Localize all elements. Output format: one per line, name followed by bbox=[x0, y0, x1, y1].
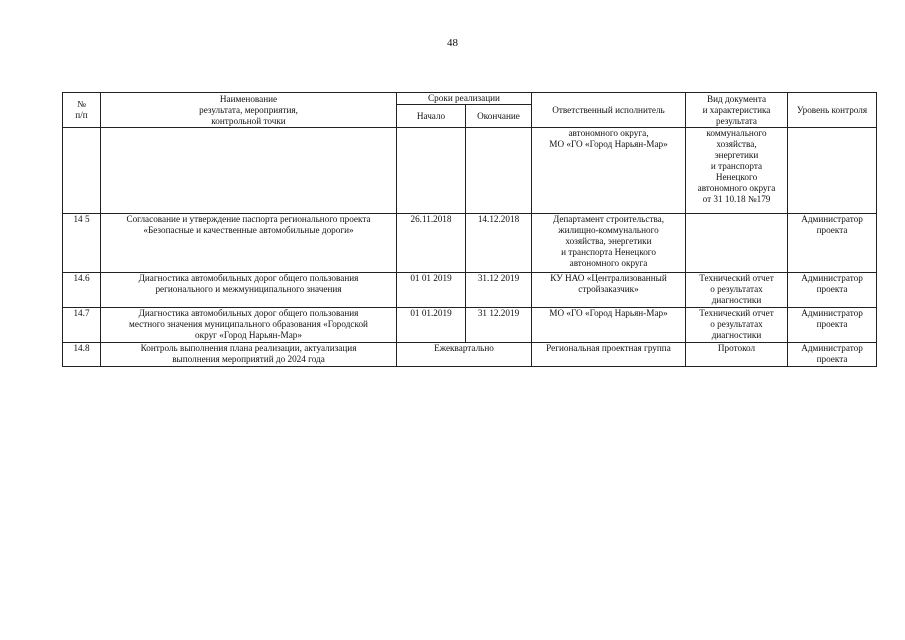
header-control: Уровень контроля bbox=[788, 93, 877, 128]
cell-executor: Департамент строительства, жилищно-коммунального хозяйства, энергетики и транспорта Ненецкого автономного округа bbox=[532, 214, 686, 273]
cell-control: Администратор проекта bbox=[788, 343, 877, 367]
cell-num bbox=[63, 128, 101, 214]
table-row bbox=[63, 273, 877, 308]
cell-num: 14 5 bbox=[63, 214, 101, 273]
cell-start: 01 01.2019 bbox=[397, 308, 466, 343]
header-name: Наименование результата, мероприятия, контрольной точки bbox=[101, 93, 397, 128]
cell-executor: КУ НАО «Централизованный стройзаказчик» bbox=[532, 273, 686, 308]
cell-start: 01 01 2019 bbox=[397, 273, 466, 308]
cell-doc bbox=[686, 214, 788, 273]
cell-num: 14.8 bbox=[63, 343, 101, 367]
header-doc: Вид документа и характеристика результата bbox=[686, 93, 788, 128]
cell-doc: Технический отчет о результатах диагностики bbox=[686, 273, 788, 308]
cell-num: 14.6 bbox=[63, 273, 101, 308]
header-executor: Ответственный исполнитель bbox=[532, 93, 686, 128]
page-number: 48 bbox=[447, 37, 458, 49]
header-terms: Сроки реализации bbox=[397, 93, 532, 105]
table-header-row bbox=[63, 93, 877, 105]
table-row bbox=[63, 343, 877, 367]
table-row bbox=[63, 128, 877, 214]
cell-name: Диагностика автомобильных дорог общего пользования регионального и межмуниципального значения bbox=[101, 273, 397, 308]
implementation-plan-table bbox=[62, 92, 877, 367]
cell-control bbox=[788, 128, 877, 214]
header-start: Начало bbox=[397, 105, 466, 128]
cell-end bbox=[466, 128, 532, 214]
header-end: Окончание bbox=[466, 105, 532, 128]
cell-start bbox=[397, 128, 466, 214]
cell-control: Администратор проекта bbox=[788, 273, 877, 308]
table-row bbox=[63, 214, 877, 273]
cell-name: Диагностика автомобильных дорог общего пользования местного значения муниципального образования «Городской округ «Город Нарьян-Мар» bbox=[101, 308, 397, 343]
cell-end: 14.12.2018 bbox=[466, 214, 532, 273]
cell-start: 26.11.2018 bbox=[397, 214, 466, 273]
cell-name bbox=[101, 128, 397, 214]
cell-executor: автономного округа, МО «ГО «Город Нарьян-Мар» bbox=[532, 128, 686, 214]
cell-end: 31.12 2019 bbox=[466, 273, 532, 308]
cell-doc: коммунального хозяйства, энергетики и транспорта Ненецкого автономного округа от 31 10.18 №179 bbox=[686, 128, 788, 214]
cell-end: 31 12.2019 bbox=[466, 308, 532, 343]
cell-name: Согласование и утверждение паспорта регионального проекта «Безопасные и качественные автомобильные дороги» bbox=[101, 214, 397, 273]
cell-num: 14.7 bbox=[63, 308, 101, 343]
cell-control: Администратор проекта bbox=[788, 214, 877, 273]
header-num: № п/п bbox=[63, 93, 101, 128]
cell-executor: МО «ГО «Город Нарьян-Мар» bbox=[532, 308, 686, 343]
table-row bbox=[63, 308, 877, 343]
cell-name: Контроль выполнения плана реализации, актуализация выполнения мероприятий до 2024 года bbox=[101, 343, 397, 367]
cell-doc: Протокол bbox=[686, 343, 788, 367]
cell-control: Администратор проекта bbox=[788, 308, 877, 343]
cell-doc: Технический отчет о результатах диагностики bbox=[686, 308, 788, 343]
cell-executor: Региональная проектная группа bbox=[532, 343, 686, 367]
cell-period: Ежеквартально bbox=[397, 343, 532, 367]
